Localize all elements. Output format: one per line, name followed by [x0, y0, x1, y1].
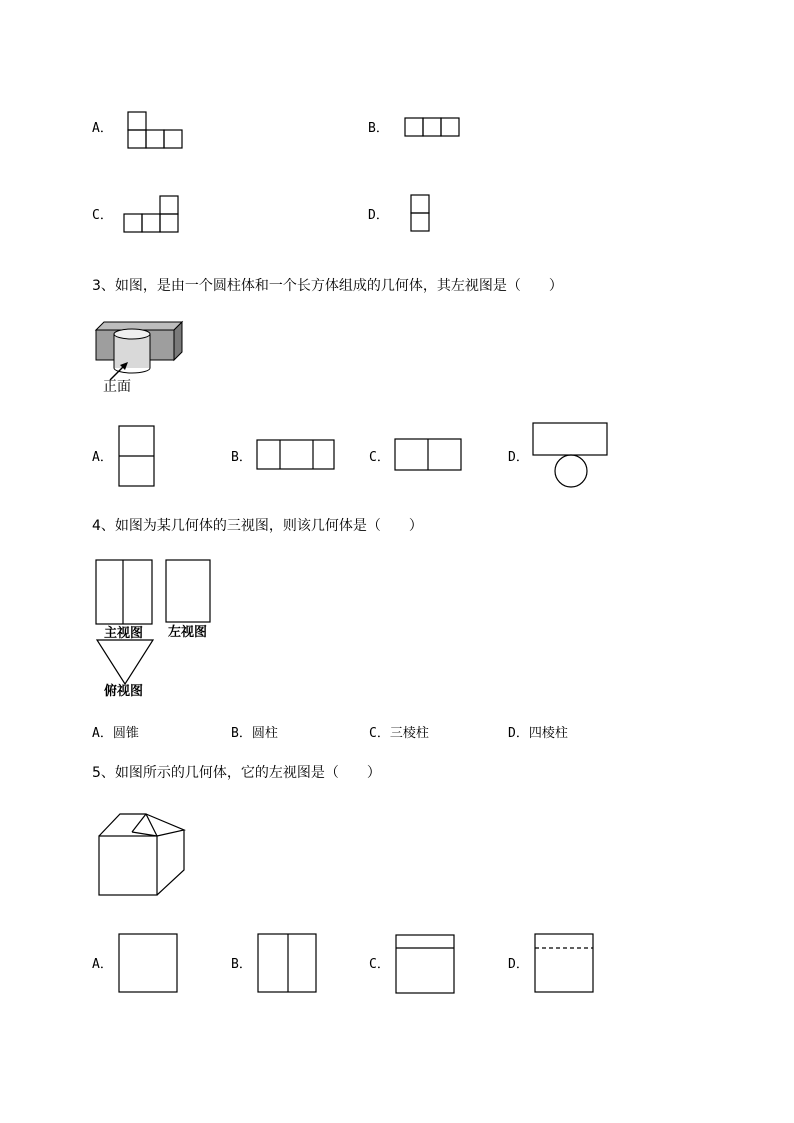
- q4-option-b: [231, 722, 278, 743]
- option-text: 四棱柱: [528, 726, 568, 741]
- q3-front-caption: 正面: [103, 379, 131, 395]
- option-label: C．: [369, 726, 390, 741]
- q5-stem: 5、如图所示的几何体，它的左视图是（ ）: [92, 765, 381, 781]
- q2-figure-d: [409, 193, 433, 233]
- option-label: C．: [92, 208, 113, 223]
- q5-figure-c: [395, 934, 457, 996]
- q2-figure-b: [403, 116, 463, 140]
- option-label: A．: [92, 450, 113, 465]
- q4-option-c: [369, 722, 429, 743]
- q5-figure-b: [257, 933, 319, 995]
- q5-figure-a: [118, 933, 180, 995]
- q3-figure-c: [394, 438, 464, 474]
- option-label: D．: [508, 957, 529, 972]
- q2-figure-a: [126, 110, 186, 150]
- q3-figure-d: [532, 422, 610, 490]
- q3-figure-b: [256, 439, 338, 473]
- option-label: C．: [369, 957, 390, 972]
- q3-stem: 3、如图，是由一个圆柱体和一个长方体组成的几何体，其左视图是（ ）: [92, 278, 563, 294]
- option-label: B．: [231, 957, 252, 972]
- option-label: D．: [508, 450, 529, 465]
- option-label: A．: [92, 957, 113, 972]
- option-text: 圆锥: [112, 726, 139, 741]
- q4-caption-left: 左视图: [168, 625, 208, 640]
- option-label: C．: [369, 450, 390, 465]
- q5-figure-d: [534, 933, 596, 995]
- option-text: 圆柱: [251, 726, 278, 741]
- option-label: B．: [231, 726, 252, 741]
- option-label: B．: [368, 121, 389, 136]
- q3-figure-a: [118, 425, 158, 489]
- option-label: D．: [508, 726, 529, 741]
- q2-figure-c: [122, 195, 182, 235]
- q4-option-d: [508, 722, 568, 743]
- q4-option-a: [92, 722, 139, 743]
- option-text: 三棱柱: [389, 726, 429, 741]
- option-label: D．: [368, 208, 389, 223]
- q5-figure: [96, 810, 188, 900]
- q4-stem: 4、如图为某几何体的三视图，则该几何体是（ ）: [92, 518, 423, 534]
- q4-caption-front: 主视图: [104, 626, 144, 641]
- option-label: A．: [92, 121, 113, 136]
- option-label: A．: [92, 726, 113, 741]
- q4-caption-top: 俯视图: [104, 684, 144, 699]
- option-label: B．: [231, 450, 252, 465]
- q4-three-views: [94, 558, 218, 688]
